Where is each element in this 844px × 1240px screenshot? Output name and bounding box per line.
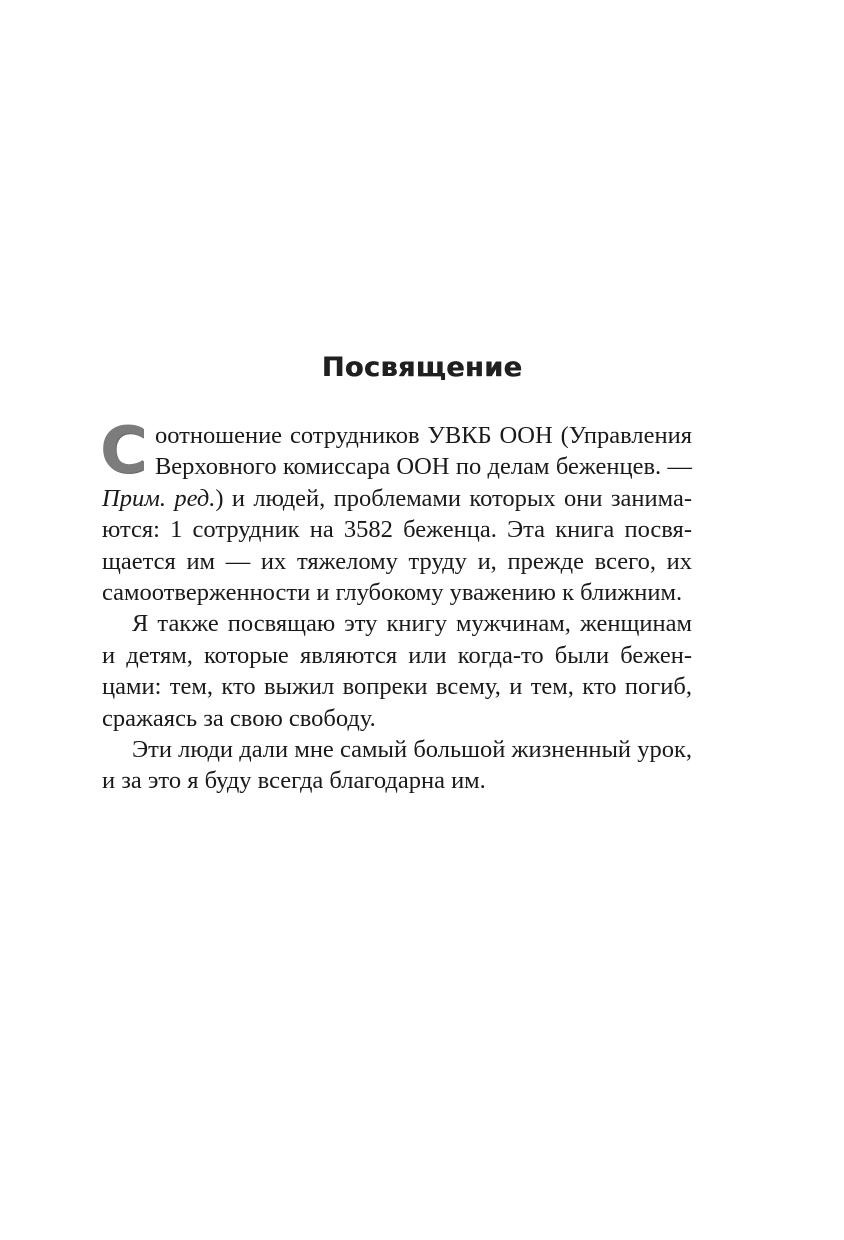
paragraph-3: Эти люди дали мне самый большой жизненный урок, и за это я буду всегда благодарна им. [102, 736, 692, 795]
paragraph-1 [100, 414, 692, 608]
paragraph-1-part-1: оотношение сотрудников УВКБ ООН (Управления Верховного комиссара ООН по делам беженцев. — [154, 422, 692, 481]
page-title: Посвящение [321, 352, 523, 383]
drop-cap-letter: С [100, 414, 147, 488]
paragraph-2: Я также посвящаю эту книгу мужчинам, женщинам и детям, которые являются или когда-то были беженцами: тем, кто выжил вопреки всему, и тем, кто погиб, сражаясь за свою свободу. [102, 610, 692, 732]
paragraph-1-part-2: ) и людей, проблемами которых они занимаются: 1 сотрудник на 3582 беженца. Эта книга посвящается им — их тяжелому труду и, прежде всего, их самоотверженности и глубокому уважению к ближним. [102, 484, 692, 607]
editor-note: Прим. ред. [102, 484, 216, 512]
dedication-text [100, 414, 692, 797]
